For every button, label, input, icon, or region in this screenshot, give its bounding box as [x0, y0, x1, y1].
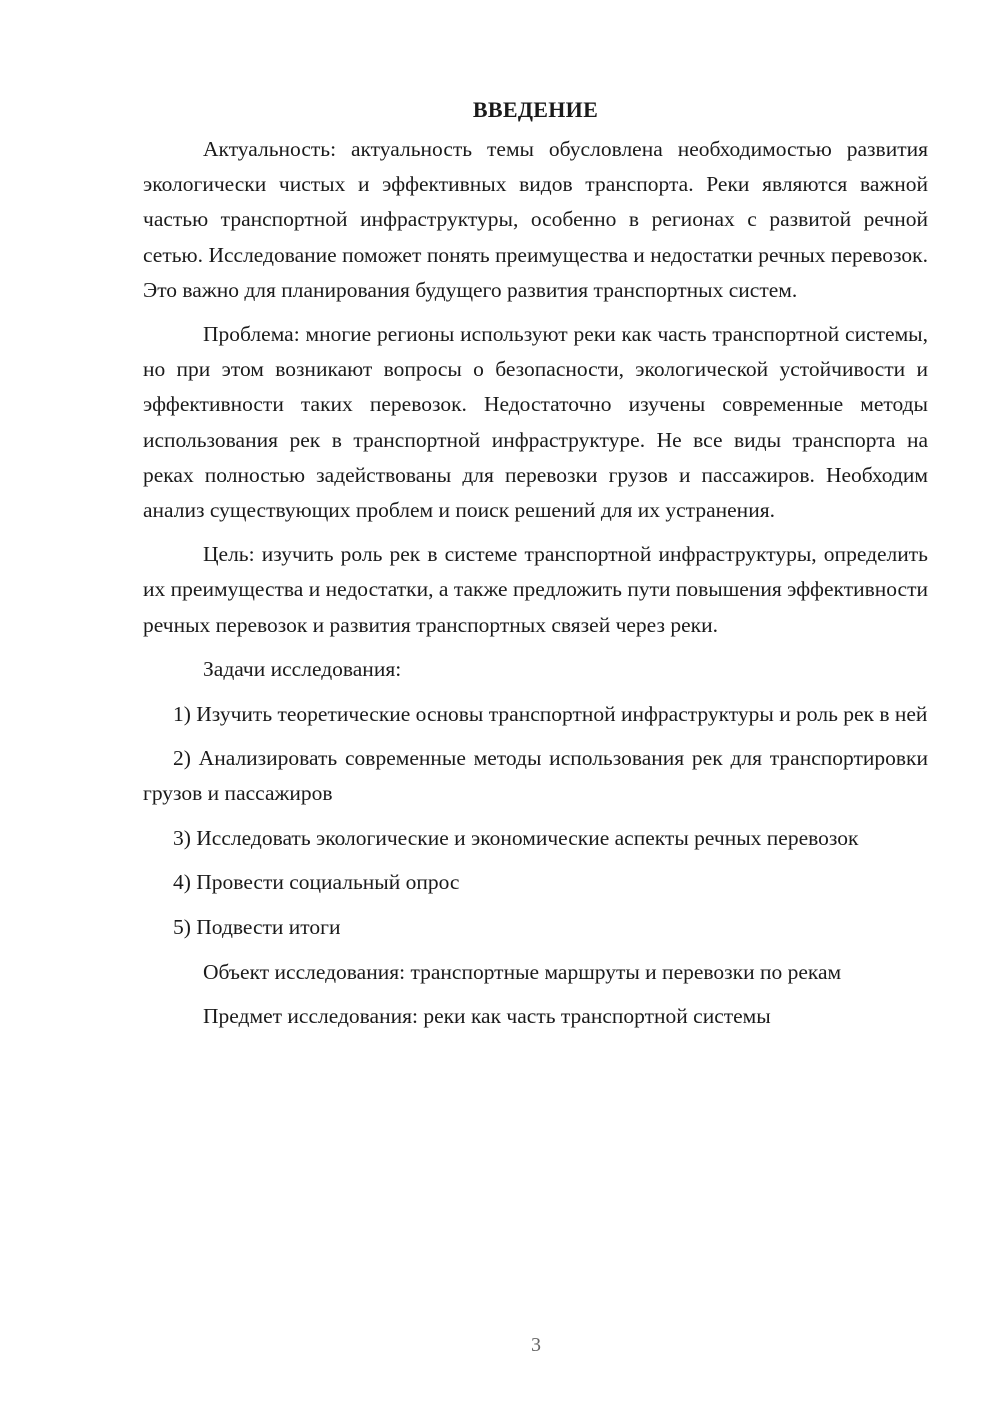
- task-item: 3) Исследовать экологические и экономические аспекты речных перевозок: [173, 825, 859, 850]
- paragraph-relevance: Актуальность: актуальность темы обусловлена необходимостью развития экологически чистых и эффективных видов транспорта. Реки являются важной частью транспортной инфраструктуры, особенно в регионах с развитой речной сетью. Исследование поможет понять преимущества и недостатки речных перевозок. Это важно для планирования будущего развития транспортных систем.: [143, 137, 928, 302]
- paragraph-object: Объект исследования: транспортные маршруты и перевозки по рекам: [203, 960, 842, 985]
- paragraph-goal: Цель: изучить роль рек в системе транспортной инфраструктуры, определить их преимущества и недостатки, а также предложить пути повышения эффективности речных перевозок и развития транспортных связей через реки.: [143, 542, 928, 637]
- page-title: ВВЕДЕНИЕ: [472, 97, 599, 122]
- task-item: 2) Анализировать современные методы использования рек для транспортировки грузов и пассажиров: [143, 746, 928, 806]
- document-page: [143, 92, 928, 1044]
- task-item: 1) Изучить теоретические основы транспортной инфраструктуры и роль рек в ней: [173, 702, 928, 727]
- task-item: 5) Подвести итоги: [173, 915, 341, 940]
- page-number: 3: [531, 1334, 541, 1356]
- paragraph-problem: Проблема: многие регионы используют реки как часть транспортной системы, но при этом возникают вопросы о безопасности, экологической устойчивости и эффективности таких перевозок. Недостаточно изучены современные методы использования рек в транспортной инфраструктуре. Не все виды транспорта на реках полностью задействованы для перевозки грузов и пассажиров. Необходим анализ существующих проблем и поиск решений для их устранения.: [143, 322, 928, 523]
- task-item: 4) Провести социальный опрос: [173, 869, 460, 894]
- tasks-heading: Задачи исследования:: [203, 656, 402, 681]
- paragraph-subject: Предмет исследования: реки как часть транспортной системы: [203, 1004, 771, 1029]
